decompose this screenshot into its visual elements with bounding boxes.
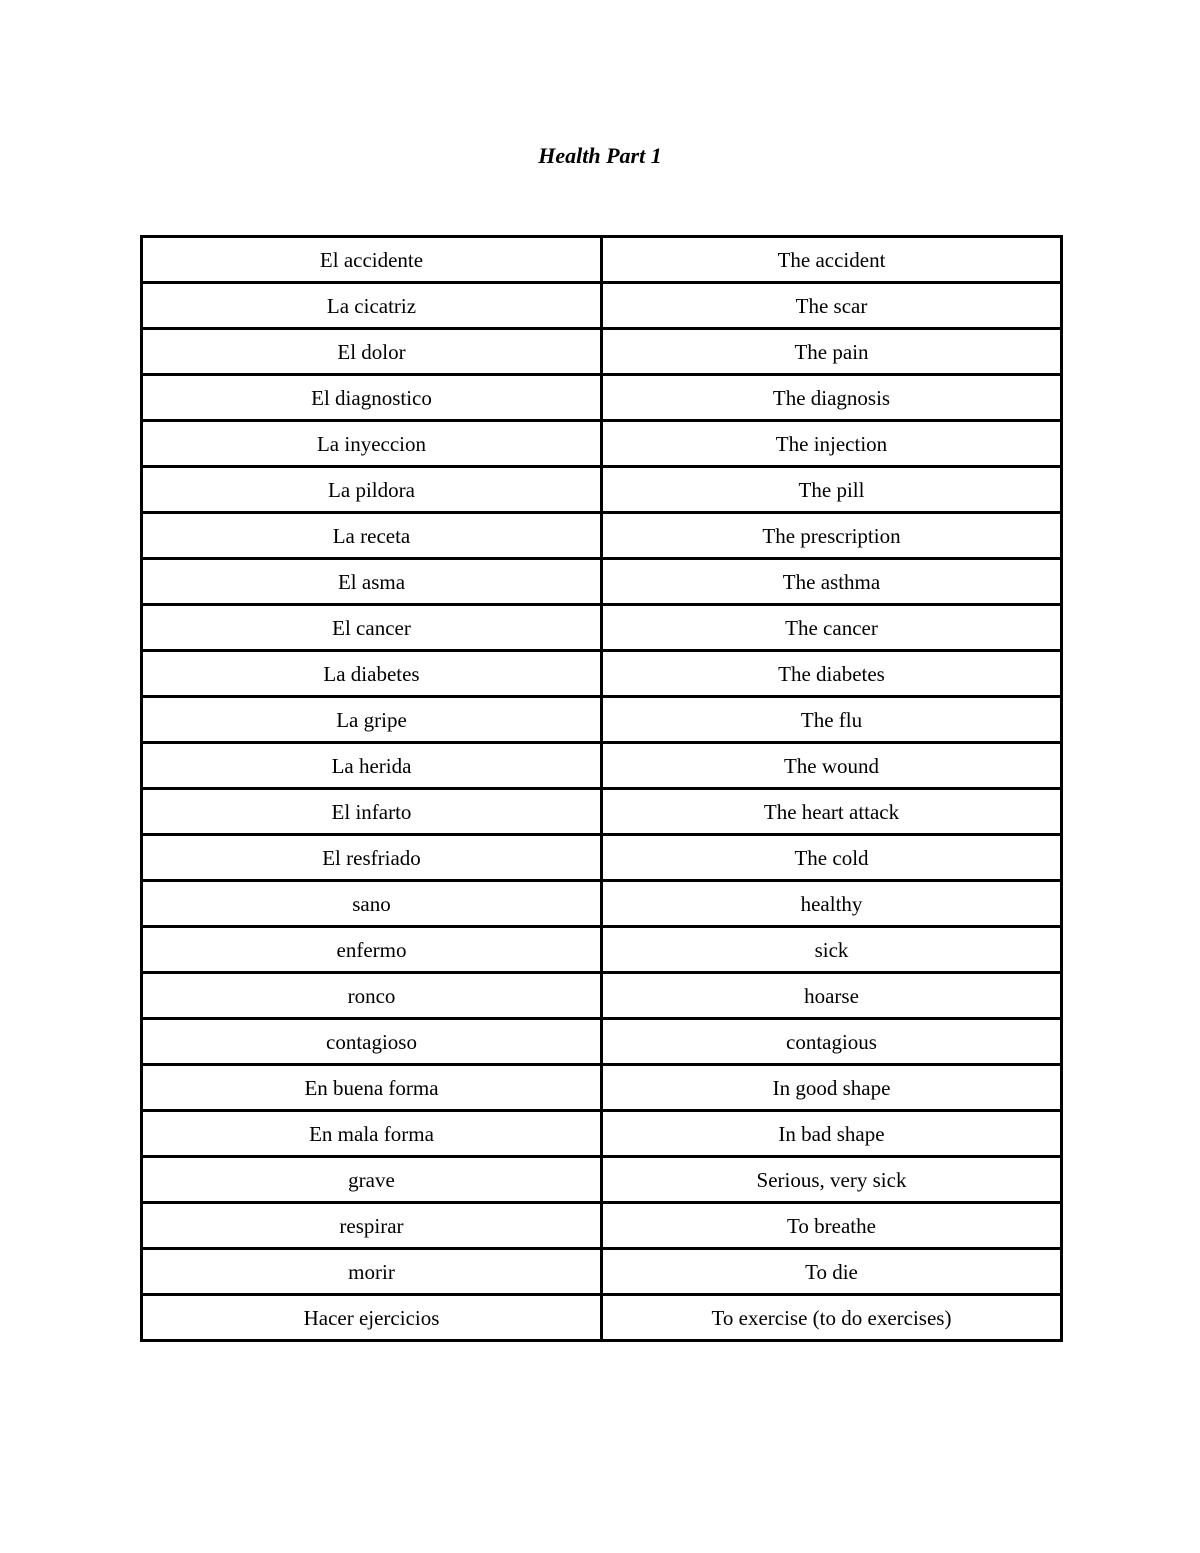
spanish-term-cell: La diabetes	[142, 651, 602, 697]
spanish-term-cell: sano	[142, 881, 602, 927]
spanish-term-cell: ronco	[142, 973, 602, 1019]
spanish-term-cell: La receta	[142, 513, 602, 559]
english-term-cell: The cold	[602, 835, 1062, 881]
table-row	[142, 927, 1062, 973]
spanish-term-cell: En buena forma	[142, 1065, 602, 1111]
table-row	[142, 1065, 1062, 1111]
table-row	[142, 375, 1062, 421]
table-row	[142, 1019, 1062, 1065]
vocabulary-table	[140, 235, 1063, 1342]
vocabulary-table-body	[142, 237, 1062, 1341]
spanish-term-cell: grave	[142, 1157, 602, 1203]
english-term-cell: The prescription	[602, 513, 1062, 559]
table-row	[142, 559, 1062, 605]
table-row	[142, 973, 1062, 1019]
english-term-cell: The diabetes	[602, 651, 1062, 697]
spanish-term-cell: Hacer ejercicios	[142, 1295, 602, 1341]
english-term-cell: In good shape	[602, 1065, 1062, 1111]
table-row	[142, 467, 1062, 513]
spanish-term-cell: En mala forma	[142, 1111, 602, 1157]
table-row	[142, 1249, 1062, 1295]
spanish-term-cell: contagioso	[142, 1019, 602, 1065]
spanish-term-cell: El asma	[142, 559, 602, 605]
table-row	[142, 1295, 1062, 1341]
spanish-term-cell: El dolor	[142, 329, 602, 375]
english-term-cell: The diagnosis	[602, 375, 1062, 421]
spanish-term-cell: respirar	[142, 1203, 602, 1249]
spanish-term-cell: El cancer	[142, 605, 602, 651]
table-row	[142, 329, 1062, 375]
table-row	[142, 651, 1062, 697]
spanish-term-cell: morir	[142, 1249, 602, 1295]
english-term-cell: The accident	[602, 237, 1062, 283]
table-row	[142, 605, 1062, 651]
english-term-cell: Serious, very sick	[602, 1157, 1062, 1203]
english-term-cell: The asthma	[602, 559, 1062, 605]
english-term-cell: sick	[602, 927, 1062, 973]
spanish-term-cell: La gripe	[142, 697, 602, 743]
table-row	[142, 421, 1062, 467]
english-term-cell: To die	[602, 1249, 1062, 1295]
english-term-cell: hoarse	[602, 973, 1062, 1019]
english-term-cell: The cancer	[602, 605, 1062, 651]
english-term-cell: The scar	[602, 283, 1062, 329]
table-row	[142, 789, 1062, 835]
page-title: Health Part 1	[538, 143, 662, 168]
english-term-cell: The wound	[602, 743, 1062, 789]
english-term-cell: To breathe	[602, 1203, 1062, 1249]
table-row	[142, 743, 1062, 789]
english-term-cell: The flu	[602, 697, 1062, 743]
table-row	[142, 283, 1062, 329]
table-row	[142, 1111, 1062, 1157]
spanish-term-cell: El diagnostico	[142, 375, 602, 421]
spanish-term-cell: La herida	[142, 743, 602, 789]
spanish-term-cell: La cicatriz	[142, 283, 602, 329]
table-row	[142, 513, 1062, 559]
spanish-term-cell: El resfriado	[142, 835, 602, 881]
english-term-cell: contagious	[602, 1019, 1062, 1065]
table-row	[142, 835, 1062, 881]
english-term-cell: To exercise (to do exercises)	[602, 1295, 1062, 1341]
spanish-term-cell: El infarto	[142, 789, 602, 835]
spanish-term-cell: La pildora	[142, 467, 602, 513]
english-term-cell: healthy	[602, 881, 1062, 927]
english-term-cell: In bad shape	[602, 1111, 1062, 1157]
spanish-term-cell: enfermo	[142, 927, 602, 973]
spanish-term-cell: El accidente	[142, 237, 602, 283]
spanish-term-cell: La inyeccion	[142, 421, 602, 467]
english-term-cell: The injection	[602, 421, 1062, 467]
english-term-cell: The pill	[602, 467, 1062, 513]
english-term-cell: The pain	[602, 329, 1062, 375]
table-row	[142, 697, 1062, 743]
table-row	[142, 881, 1062, 927]
table-row	[142, 1203, 1062, 1249]
table-row	[142, 1157, 1062, 1203]
english-term-cell: The heart attack	[602, 789, 1062, 835]
table-row	[142, 237, 1062, 283]
